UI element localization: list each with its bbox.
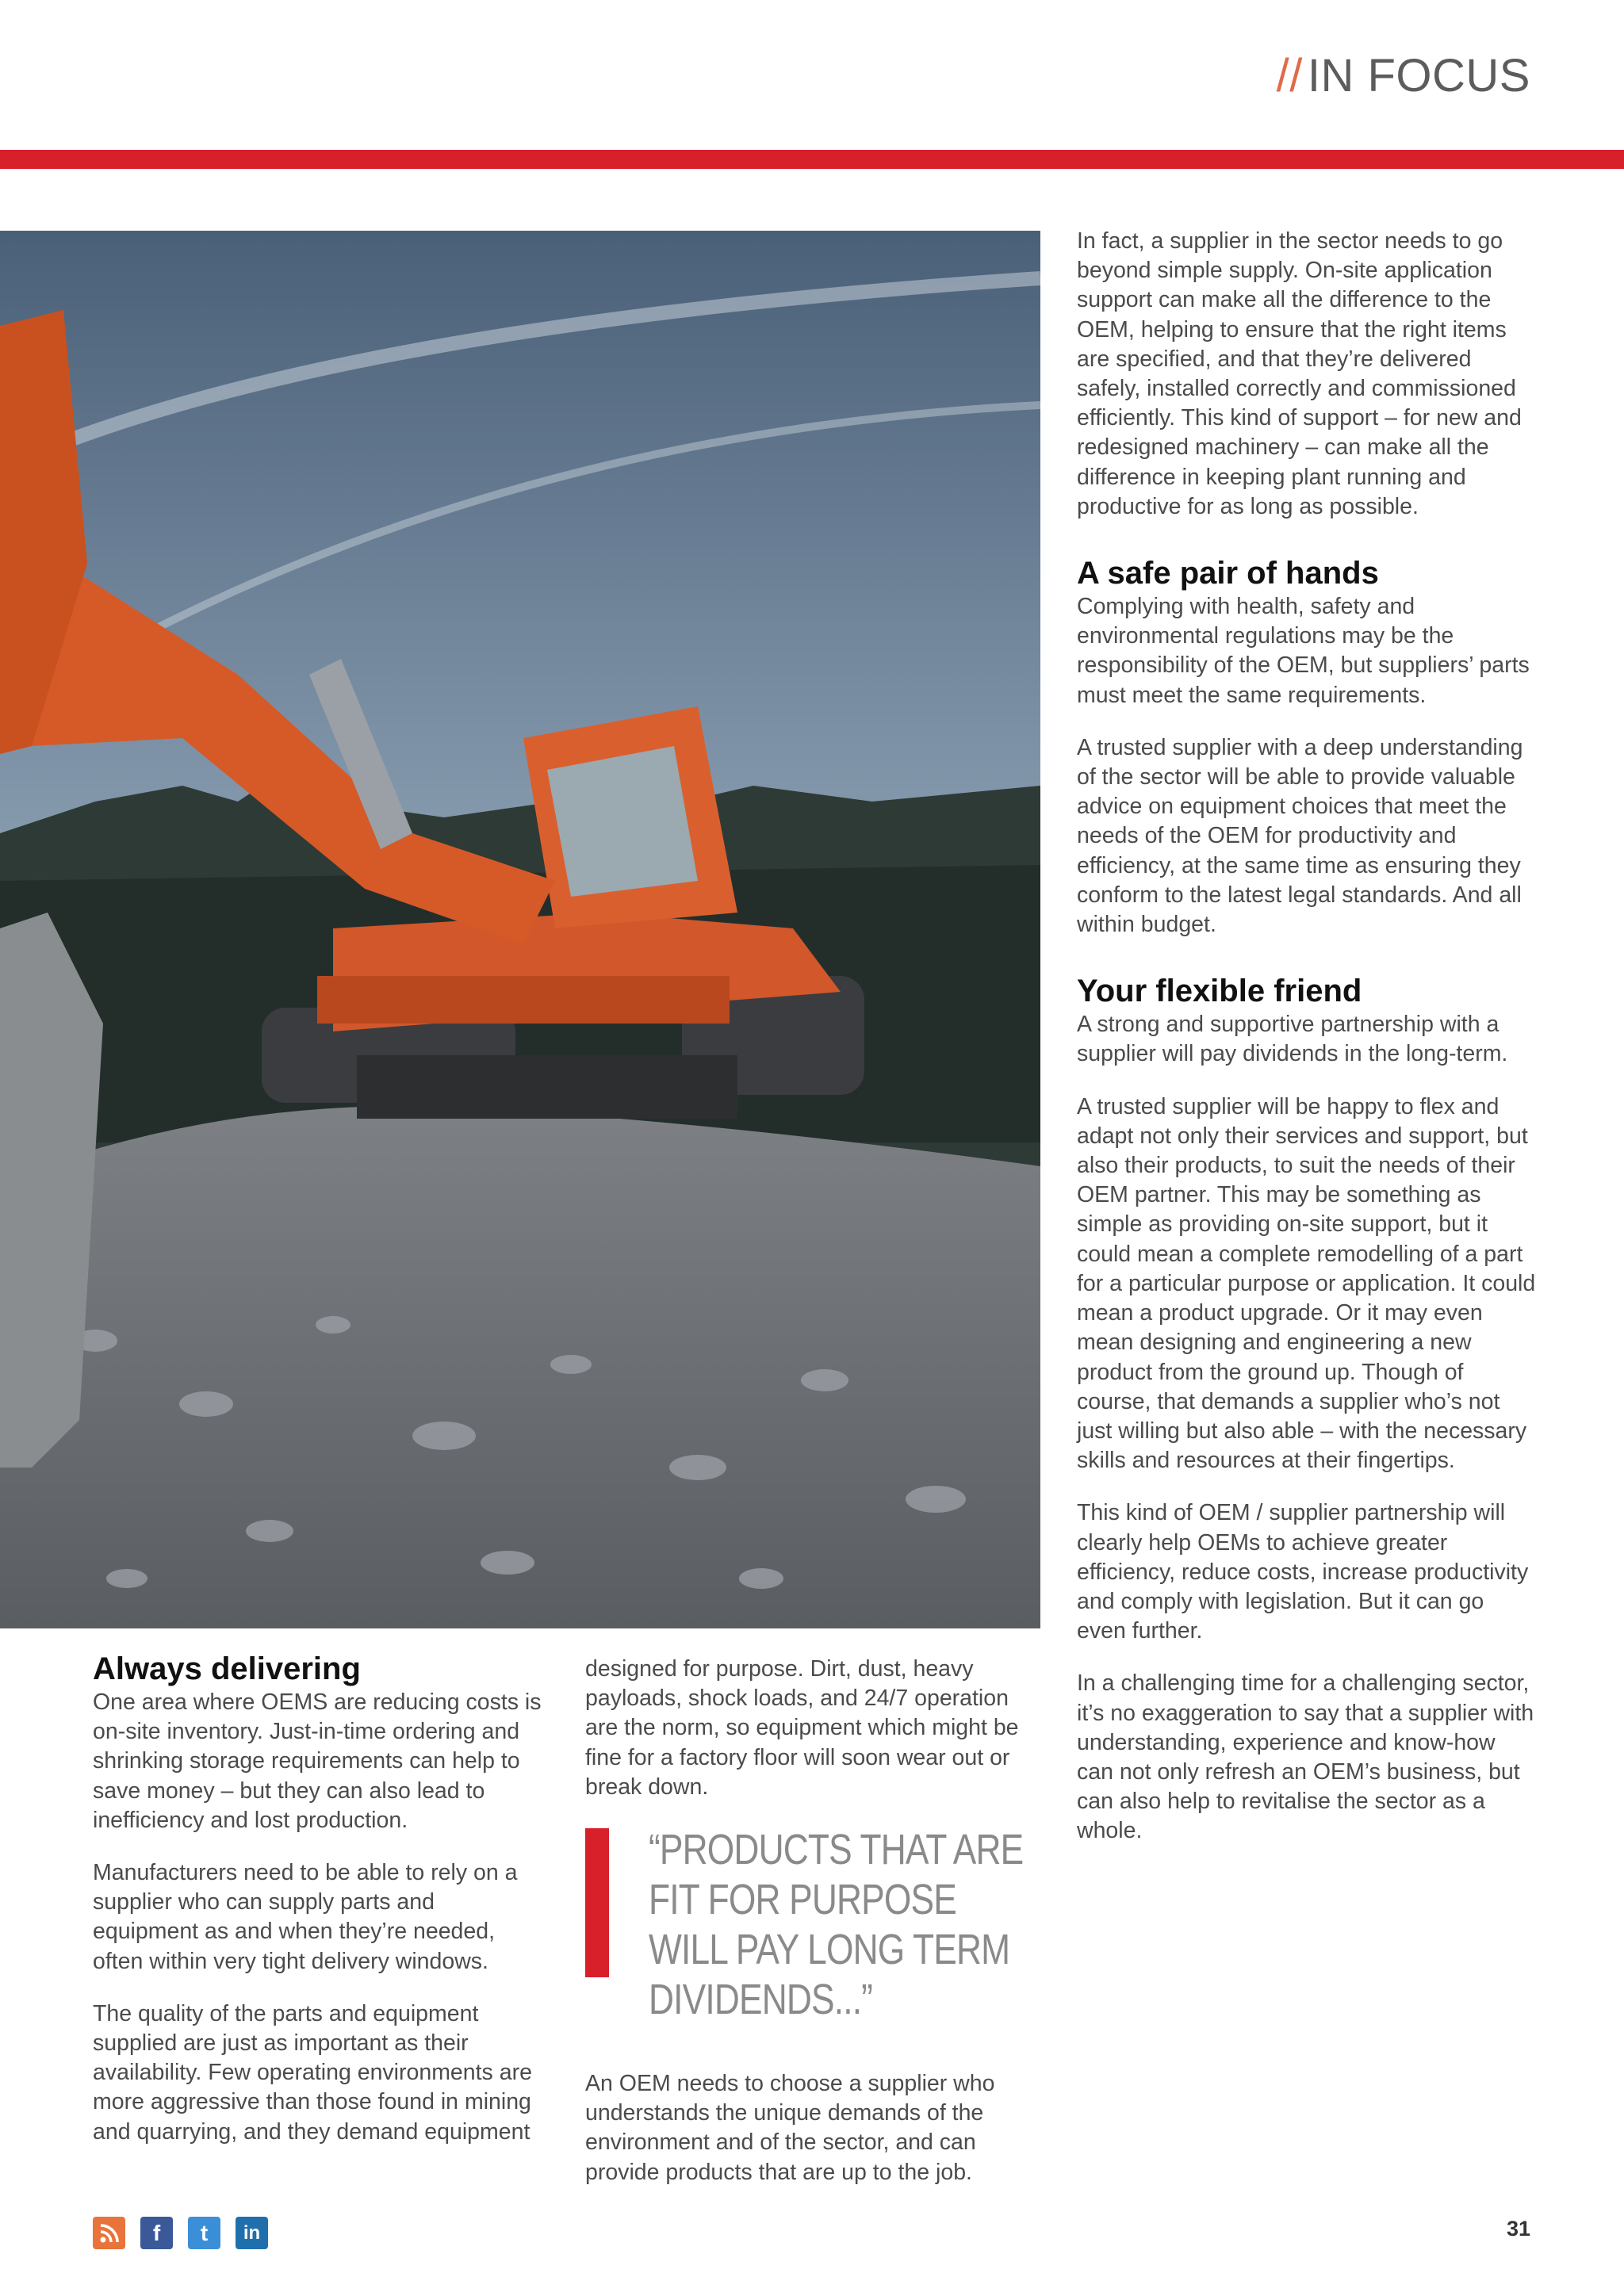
paragraph: Complying with health, safety and environmental regulations may be the responsibility of the OEM, but suppliers’ parts must meet the same requirements. bbox=[1077, 594, 1530, 708]
paragraph: A trusted supplier will be happy to flex and adapt not only their services and support, but also their products, to suit the needs of their OEM partner. This may be something as simple as providing on-site support, but it could mean a complete remodelling of a part for a particular purpose or application. It could mean a product upgrade. Or it may even mean designing and engineering a new product from the ground up. Though of course, that demands a supplier who’s not just willing but also able – with the necessary skills and resources at their fingertips. bbox=[1077, 1093, 1536, 1474]
paragraph: An OEM needs to choose a supplier who understands the unique demands of the environment and of the sector, and can provide products that are up to the job. bbox=[585, 2071, 995, 2185]
excavator-illustration bbox=[0, 231, 1040, 1628]
excavator-photo bbox=[0, 231, 1040, 1628]
heading-safe-pair-of-hands: A safe pair of hands bbox=[1077, 556, 1379, 591]
facebook-glyph: f bbox=[152, 2220, 161, 2245]
pull-quote-text: “PRODUCTS THAT ARE FIT FOR PURPOSE WILL PAY LONG TERM DIVIDENDS...” bbox=[649, 1826, 1024, 2024]
left-column bbox=[93, 1651, 545, 2170]
title-slashes: // bbox=[1276, 50, 1303, 101]
heading-flexible-friend: Your flexible friend bbox=[1077, 974, 1362, 1009]
heading-always-delivering: Always delivering bbox=[93, 1651, 361, 1686]
facebook-icon[interactable] bbox=[140, 2217, 173, 2249]
paragraph: One area where OEMS are reducing costs is on-site inventory. Just-in-time ordering and shrinking storage requirements can help to save money – but they can also lead to inefficiency and lost production. bbox=[93, 1689, 542, 1833]
title-text: IN FOCUS bbox=[1307, 50, 1530, 101]
paragraph: Manufacturers need to be able to rely on a supplier who can supply parts and equipment as and when they’re needed, often within very tight delivery windows. bbox=[93, 1860, 518, 1974]
rss-glyph bbox=[98, 2222, 121, 2244]
rss-icon[interactable] bbox=[93, 2217, 125, 2249]
section-title bbox=[1277, 49, 1530, 102]
linkedin-icon[interactable] bbox=[236, 2217, 268, 2249]
pull-quote bbox=[585, 1825, 1029, 2025]
paragraph: This kind of OEM / supplier partnership will clearly help OEMs to achieve greater efficiency, reduce costs, increase productivity and comply with legislation. But it can go even further. bbox=[1077, 1500, 1529, 1644]
middle-column bbox=[585, 1655, 1029, 2210]
header-rule bbox=[0, 150, 1624, 169]
paragraph: The quality of the parts and equipment supplied are just as important as their availability. Few operating environments are more aggressive than those found in mining and quarrying, and they demand equipment bbox=[93, 2000, 532, 2145]
right-column bbox=[1077, 227, 1537, 1869]
linkedin-glyph: in bbox=[243, 2221, 261, 2244]
paragraph: designed for purpose. Dirt, dust, heavy payloads, shock loads, and 24/7 operation are the norm, so equipment which might be fine for a factory floor will soon wear out or break down. bbox=[585, 1656, 1019, 1800]
paragraph: In a challenging time for a challenging sector, it’s no exaggeration to say that a supplier with understanding, experience and know-how can not only refresh an OEM’s business, but can also help to revitalise the sector as a whole. bbox=[1077, 1670, 1534, 1844]
page-number: 31 bbox=[1506, 2217, 1530, 2241]
social-links bbox=[93, 2217, 268, 2249]
paragraph: A strong and supportive partnership with a supplier will pay dividends in the long-term. bbox=[1077, 1012, 1508, 1067]
twitter-icon[interactable] bbox=[188, 2217, 220, 2249]
twitter-glyph: t bbox=[200, 2220, 209, 2245]
paragraph: A trusted supplier with a deep understanding of the sector will be able to provide valuable advice on equipment choices that meet the needs of the OEM for productivity and efficiency, at the same time as ensuring they conform to the latest legal standards. And all within budget. bbox=[1077, 734, 1523, 938]
paragraph: In fact, a supplier in the sector needs to go beyond simple supply. On-site application support can make all the difference to the OEM, helping to ensure that the right items are specified, and that they’re delivered safely, installed correctly and commissioned efficiently. This kind of support – for new and redesigned machinery – can make all the difference in keeping plant running and productive for as long as possible. bbox=[1077, 228, 1522, 519]
pull-quote-bar bbox=[585, 1828, 609, 1977]
